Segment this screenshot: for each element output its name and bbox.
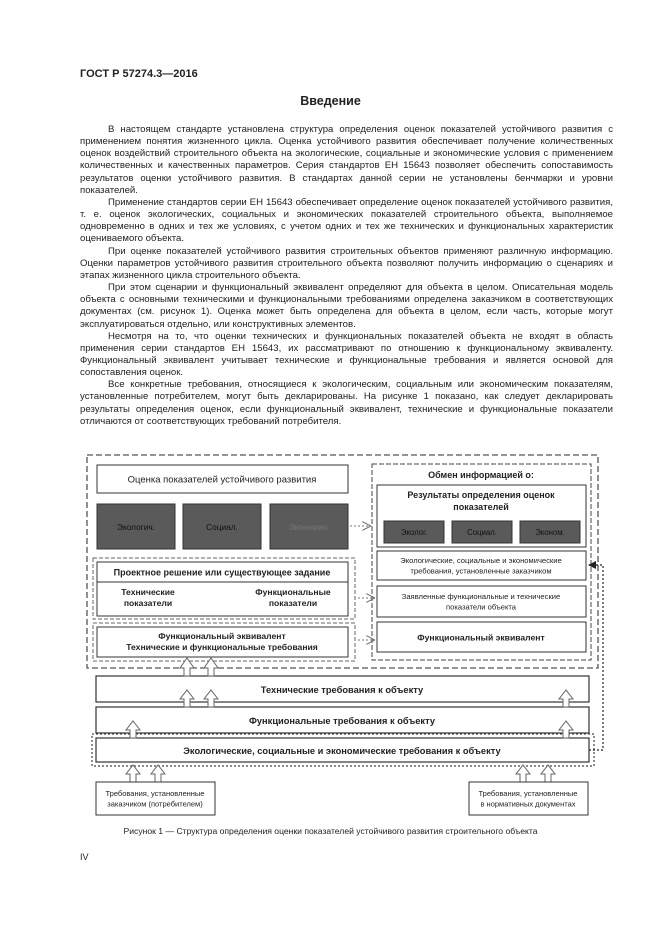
func-equiv-right: Функциональный эквивалент xyxy=(417,632,545,643)
tech-indicators-line1: Технические xyxy=(121,587,175,597)
results-title-line1: Результаты определения оценок xyxy=(407,490,555,500)
source-right-line1: Требования, установленные xyxy=(478,789,578,798)
info-exchange-title: Обмен информацией о: xyxy=(428,470,534,480)
func-indicators-line2: показатели xyxy=(268,598,318,608)
ese-customer-line1: Экологические, социальные и экономические xyxy=(400,556,562,565)
declared-line1: Заявленные функциональные и технические xyxy=(401,592,561,601)
declared-box xyxy=(377,586,586,617)
func-equiv-left-line2: Технические и функциональные требования xyxy=(126,642,318,652)
source-right-line2: в нормативных документах xyxy=(480,799,576,809)
tech-indicators-line2: показатели xyxy=(123,598,173,608)
results-label-ecology: Эколог. xyxy=(400,528,428,537)
source-left-line2: заказчиком (потребителем) xyxy=(107,799,203,809)
paragraph-3: При оценке показателей устойчивого развития строительных объектов применяют различную информацию. Оценки параметров устойчивого развития строительного объекта позволяют получить информацию о сценариях и этапах жизненного цикла строительного объекта. xyxy=(80,245,613,281)
figure-caption: Рисунок 1 — Структура определения оценки показателей устойчивого развития строительного объекта xyxy=(123,826,538,836)
page-header-code: ГОСТ Р 57274.3—2016 xyxy=(80,68,198,80)
introduction-text xyxy=(80,124,613,428)
paragraph-5: Несмотря на то, что оценки технических и функциональных показателей объекта не входят в область применения серии стандартов ЕН 15643, их рассматривают по отношению к функциональному эквиваленту. Функциональный эквивалент учитывает технические и функциональные требования и является основой для сопоставления оценок. xyxy=(80,330,613,379)
ese-req-label: Экологические, социальные и экономические требования к объекту xyxy=(183,746,501,756)
section-title: Введение xyxy=(300,94,361,108)
assessment-title: Оценка показателей устойчивого развития xyxy=(127,474,317,486)
results-label-social: Социал. xyxy=(467,528,497,537)
paragraph-1: В настоящем стандарте установлена структура определения оценок показателей устойчивого развития с применением понятия жизненного цикла. Оценка устойчивого развития обеспечивает получение количественных оценок воздействий строительного объекта на экологические, социальные и экономические условия с применением количественных и качественных параметров. Серия стандартов ЕН 15643 позволяет обеспечить сопоставимость результатов оценки устойчивого развития. В стандартах данной серии не установлены бенчмарки и уровни показателей. xyxy=(80,124,613,196)
func-indicators-line1: Функциональные xyxy=(255,587,331,597)
source-right-box xyxy=(469,782,588,815)
ese-customer-line2: требования, установленные заказчиком xyxy=(410,566,552,576)
results-label-economy: Эконом. xyxy=(535,528,565,537)
func-equiv-left-line1: Функциональный эквивалент xyxy=(158,631,286,641)
tech-req-label: Технические требования к объекту xyxy=(260,685,424,695)
paragraph-2: Применение стандартов серии ЕН 15643 обеспечивает определение оценок показателей устойчивого развития, т. е. оценок экологических, социальных и экономических показателей строительного объекта, выполняемое одновременно в одних и тех же условиях, с учетом одних и тех же технических и функциональных характеристик оцениваемого объекта. xyxy=(80,196,613,245)
source-left-box xyxy=(96,782,215,815)
results-title-line2: показателей xyxy=(453,502,509,512)
assessment-label-ecology: Экологич. xyxy=(117,522,155,532)
assessment-label-social: Социал. xyxy=(206,522,238,532)
source-left-line1: Требования, установленные xyxy=(105,789,205,798)
assessment-label-economy: Экономич. xyxy=(288,522,330,532)
design-header: Проектное решение или существующее задание xyxy=(113,567,331,578)
paragraph-4: При этом сценарии и функциональный эквивалент определяют для объекта в целом. Описательная модель объекта с основными техническими и функциональными требованиями определена заказчиком в соответствующих документах (см. рисунок 1). Оценка может быть определена для объекта в целом, если часть, которые могут эксплуатироваться отдельно, или конструктивных элементов. xyxy=(80,282,613,330)
paragraph-6: Все конкретные требования, относящиеся к экологическим, социальным или экономическим показателям, установленные потребителем, могут быть декларированы. На рисунке 1 показано, как следует декларировать результаты определения оценок, если функциональный эквивалент, технические и функциональные показатели отличаются от соответствующих требований потребителя. xyxy=(80,379,613,427)
page-number: IV xyxy=(80,852,89,862)
declared-line2: показатели объекта xyxy=(446,602,516,612)
func-req-label: Функциональные требования к объекту xyxy=(248,716,436,726)
